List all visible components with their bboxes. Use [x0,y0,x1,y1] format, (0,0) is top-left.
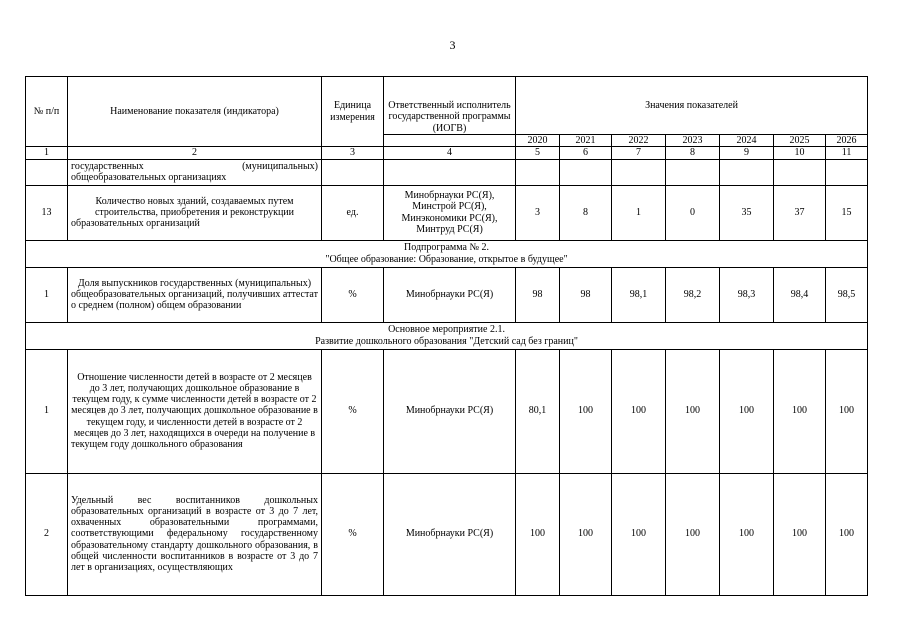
value-cell: 100 [774,473,826,595]
header-name: Наименование показателя (индикатора) [68,77,322,147]
value-cell: 98 [516,267,560,322]
value-cell: 100 [774,349,826,473]
responsible: Минобрнауки РС(Я) [384,267,516,322]
col-number: 2 [68,147,322,159]
responsible: Минобрнауки РС(Я) [384,473,516,595]
indicator-name: государственных (муниципальных) общеобразовательных организациях [68,159,322,185]
value-cell: 80,1 [516,349,560,473]
value-cell: 98 [560,267,612,322]
unit: ед. [322,185,384,240]
responsible: Минобрнауки РС(Я) [384,349,516,473]
indicator-name: Удельный вес воспитанников дошкольных образовательных организаций в возрасте от 3 до 7 лет, охваченных образовательными программами, соответствующими федеральному государственному образовательному стандарту дошкольного образования, в общей численности воспитанников в возрасте от 3 до 7 лет в организациях, осуществляющих [68,473,322,595]
col-number: 6 [560,147,612,159]
section-row [26,240,868,267]
unit: % [322,473,384,595]
col-number: 8 [666,147,720,159]
responsible: Минобрнауки РС(Я), Минстрой РС(Я), Минэкономики РС(Я), Минтруд РС(Я) [384,185,516,240]
col-number: 5 [516,147,560,159]
unit: % [322,267,384,322]
year-cell: 2026 [826,135,868,147]
event-number: Основное мероприятие 2.1. [388,324,505,336]
col-number: 7 [612,147,666,159]
value-cell: 98,5 [826,267,868,322]
row-number: 1 [26,267,68,322]
year-cell: 2024 [720,135,774,147]
year-cell: 2021 [560,135,612,147]
value-cell: 3 [516,185,560,240]
year-cell: 2020 [516,135,560,147]
col-number: 1 [26,147,68,159]
event-title [26,322,868,349]
value-cell: 100 [666,349,720,473]
value-cell: 0 [666,185,720,240]
unit: % [322,349,384,473]
header-responsible-cont [384,135,516,147]
header-unit: Единица измерения [322,77,384,147]
value-cell: 15 [826,185,868,240]
table-row [26,159,868,185]
header-responsible: Ответственный исполнитель государственной программы (ИОГВ) [384,77,516,135]
value-cell: 100 [826,473,868,595]
subprogram-number: Подпрограмма № 2. [404,242,489,254]
col-number: 11 [826,147,868,159]
value-cell: 98,1 [612,267,666,322]
value-cell: 100 [612,349,666,473]
event-name: Развитие дошкольного образования "Детский сад без границ" [315,335,578,347]
header-values: Значения показателей [516,77,868,135]
value-cell: 100 [666,473,720,595]
col-number: 9 [720,147,774,159]
row-number: 1 [26,349,68,473]
value-cell: 37 [774,185,826,240]
value-cell: 8 [560,185,612,240]
header-row [26,77,868,135]
col-number: 10 [774,147,826,159]
col-number: 4 [384,147,516,159]
year-cell: 2022 [612,135,666,147]
indicator-name: Доля выпускников государственных (муниципальных) общеобразовательных организаций, получивших аттестат о среднем (полном) общем образовании [68,267,322,322]
table-row [26,349,868,473]
value-cell: 100 [720,349,774,473]
year-cell: 2023 [666,135,720,147]
value-cell: 100 [516,473,560,595]
value-cell: 98,4 [774,267,826,322]
indicator-name: Количество новых зданий, создаваемых путем строительства, приобретения и реконструкции образовательных организаций [68,185,322,240]
value-cell: 100 [560,349,612,473]
subprogram-title [26,240,868,267]
value-cell: 98,3 [720,267,774,322]
row-number: 13 [26,185,68,240]
header-num: № п/п [26,77,68,147]
value-cell: 100 [720,473,774,595]
col-number: 3 [322,147,384,159]
indicators-table [25,76,868,596]
value-cell: 1 [612,185,666,240]
indicator-name: Отношение численности детей в возрасте от 2 месяцев до 3 лет, получающих дошкольное образование в текущем году, к сумме численности детей в возрасте от 2 месяцев до 3 лет, получающих дошкольное образование в текущем году, и численности детей в возрасте от 2 месяцев до 3 лет, находящихся в очереди на получение в текущем году дошкольного образования [68,349,322,473]
row-number: 2 [26,473,68,595]
value-cell: 35 [720,185,774,240]
column-numbers-row [26,147,868,159]
value-cell: 100 [826,349,868,473]
subprogram-name: "Общее образование: Образование, открытое в будущее" [325,253,568,265]
section-row [26,322,868,349]
page-number: 3 [449,38,456,52]
table-row [26,185,868,240]
year-cell: 2025 [774,135,826,147]
value-cell: 100 [612,473,666,595]
value-cell: 98,2 [666,267,720,322]
value-cell: 100 [560,473,612,595]
table-row [26,267,868,322]
table-row [26,473,868,595]
